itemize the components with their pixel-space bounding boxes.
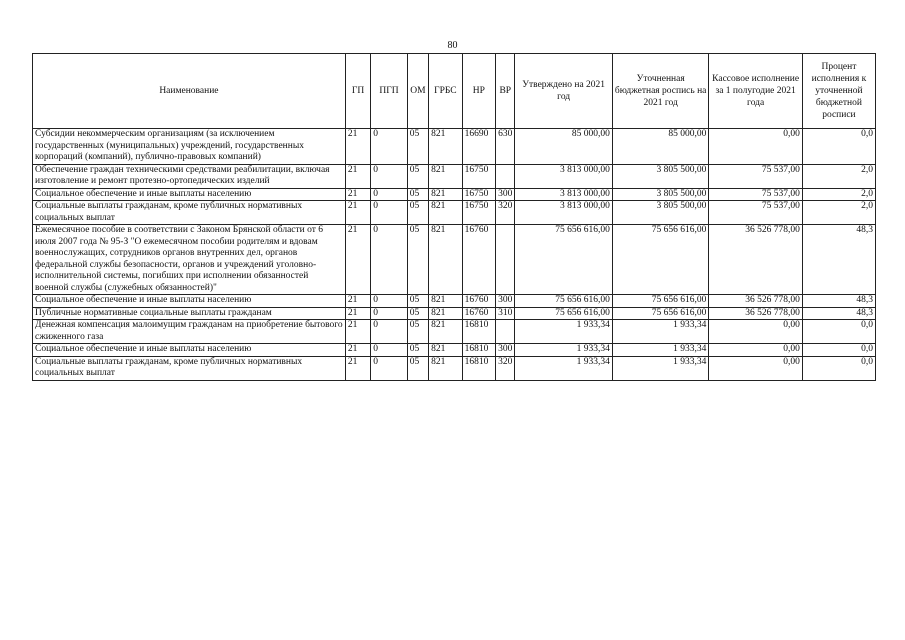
header-percent: Процент исполнения к уточненной бюджетной росписи [802,54,875,129]
cell-om: 05 [407,307,428,320]
cell-gp: 21 [345,344,370,357]
cell-cash: 75 537,00 [709,164,802,188]
cell-gp: 21 [345,188,370,201]
cell-gp: 21 [345,307,370,320]
header-revised: Уточненная бюджетная роспись на 2021 год [612,54,708,129]
cell-vr: 310 [496,307,515,320]
cell-percent: 2,0 [802,164,875,188]
cell-pgp: 0 [371,320,408,344]
cell-percent: 2,0 [802,188,875,201]
cell-name: Социальное обеспечение и иные выплаты населению [33,344,346,357]
cell-vr: 300 [496,188,515,201]
table-row [33,344,876,357]
cell-vr: 630 [496,129,515,165]
cell-percent: 0,0 [802,129,875,165]
cell-percent: 0,0 [802,320,875,344]
cell-pgp: 0 [371,307,408,320]
cell-vr: 300 [496,344,515,357]
cell-grbs: 821 [429,295,463,308]
cell-cash: 0,00 [709,129,802,165]
cell-cash: 36 526 778,00 [709,225,802,295]
cell-revised: 85 000,00 [612,129,708,165]
cell-nr: 16810 [462,356,496,380]
cell-nr: 16810 [462,344,496,357]
cell-approved: 75 656 616,00 [515,295,613,308]
cell-om: 05 [407,164,428,188]
page-number: 80 [447,40,458,51]
cell-name: Социальное обеспечение и иные выплаты населению [33,188,346,201]
cell-om: 05 [407,320,428,344]
table-row [33,188,876,201]
header-approved: Утверждено на 2021 год [515,54,613,129]
cell-pgp: 0 [371,356,408,380]
cell-grbs: 821 [429,201,463,225]
cell-pgp: 0 [371,201,408,225]
cell-pgp: 0 [371,344,408,357]
cell-om: 05 [407,225,428,295]
cell-revised: 3 805 500,00 [612,201,708,225]
cell-gp: 21 [345,320,370,344]
cell-vr [496,320,515,344]
cell-approved: 75 656 616,00 [515,307,613,320]
cell-percent: 0,0 [802,344,875,357]
cell-grbs: 821 [429,356,463,380]
cell-approved: 1 933,34 [515,356,613,380]
cell-grbs: 821 [429,129,463,165]
cell-approved: 75 656 616,00 [515,225,613,295]
cell-vr: 320 [496,201,515,225]
cell-pgp: 0 [371,225,408,295]
cell-om: 05 [407,129,428,165]
cell-nr: 16760 [462,307,496,320]
cell-name: Социальные выплаты гражданам, кроме публичных нормативных социальных выплат [33,201,346,225]
cell-revised: 3 805 500,00 [612,188,708,201]
header-row [33,54,876,129]
cell-gp: 21 [345,201,370,225]
table-row [33,129,876,165]
cell-grbs: 821 [429,188,463,201]
cell-revised: 75 656 616,00 [612,307,708,320]
cell-revised: 1 933,34 [612,320,708,344]
cell-gp: 21 [345,225,370,295]
cell-name: Социальные выплаты гражданам, кроме публичных нормативных социальных выплат [33,356,346,380]
cell-pgp: 0 [371,164,408,188]
cell-cash: 75 537,00 [709,188,802,201]
cell-nr: 16760 [462,295,496,308]
cell-grbs: 821 [429,307,463,320]
cell-percent: 48,3 [802,295,875,308]
cell-om: 05 [407,201,428,225]
table-row [33,307,876,320]
cell-cash: 36 526 778,00 [709,307,802,320]
cell-gp: 21 [345,295,370,308]
cell-om: 05 [407,295,428,308]
cell-grbs: 821 [429,320,463,344]
cell-name: Денежная компенсация малоимущим гражданам на приобретение бытового сжиженного газа [33,320,346,344]
header-cash: Кассовое исполнение за 1 полугодие 2021 года [709,54,802,129]
cell-vr [496,164,515,188]
header-gp: ГП [345,54,370,129]
cell-grbs: 821 [429,225,463,295]
table-row [33,356,876,380]
cell-approved: 1 933,34 [515,344,613,357]
table-body [33,129,876,381]
cell-cash: 0,00 [709,344,802,357]
cell-approved: 85 000,00 [515,129,613,165]
cell-percent: 0,0 [802,356,875,380]
cell-pgp: 0 [371,129,408,165]
cell-approved: 1 933,34 [515,320,613,344]
cell-revised: 75 656 616,00 [612,225,708,295]
header-om: ОМ [407,54,428,129]
cell-nr: 16750 [462,188,496,201]
cell-pgp: 0 [371,188,408,201]
cell-percent: 48,3 [802,225,875,295]
cell-name: Субсидии некоммерческим организациям (за исключением государственных (муниципальных) учреждений, государственных корпораций (компаний), публично-правовых компаний) [33,129,346,165]
header-pgp: ПГП [371,54,408,129]
cell-grbs: 821 [429,164,463,188]
cell-pgp: 0 [371,295,408,308]
cell-cash: 0,00 [709,320,802,344]
cell-name: Обеспечение граждан техническими средствами реабилитации, включая изготовление и ремонт протезно-ортопедических изделий [33,164,346,188]
cell-name: Социальное обеспечение и иные выплаты населению [33,295,346,308]
cell-cash: 75 537,00 [709,201,802,225]
cell-nr: 16750 [462,164,496,188]
cell-vr: 320 [496,356,515,380]
header-nr: НР [462,54,496,129]
cell-gp: 21 [345,164,370,188]
table-row [33,164,876,188]
cell-gp: 21 [345,356,370,380]
budget-table [32,53,876,381]
cell-vr: 300 [496,295,515,308]
table-row [33,225,876,295]
cell-revised: 1 933,34 [612,356,708,380]
cell-om: 05 [407,356,428,380]
table-row [33,320,876,344]
header-vr: ВР [496,54,515,129]
cell-approved: 3 813 000,00 [515,164,613,188]
cell-revised: 1 933,34 [612,344,708,357]
cell-nr: 16810 [462,320,496,344]
cell-nr: 16760 [462,225,496,295]
cell-cash: 36 526 778,00 [709,295,802,308]
cell-nr: 16690 [462,129,496,165]
table-row [33,295,876,308]
cell-percent: 48,3 [802,307,875,320]
cell-percent: 2,0 [802,201,875,225]
cell-om: 05 [407,344,428,357]
cell-approved: 3 813 000,00 [515,201,613,225]
cell-revised: 3 805 500,00 [612,164,708,188]
cell-nr: 16750 [462,201,496,225]
cell-vr [496,225,515,295]
cell-name: Ежемесячное пособие в соответствии с Законом Брянской области от 6 июля 2007 года № 95-З "О ежемесячном пособии родителям и вдовам военнослужащих, сотрудников органов внутренних дел, органов федеральной службы безопасности, органов и учреждений уголовно-исполнительной системы, погибших при исполнении обязанностей военной службы (служебных обязанностей)" [33,225,346,295]
cell-revised: 75 656 616,00 [612,295,708,308]
cell-cash: 0,00 [709,356,802,380]
cell-gp: 21 [345,129,370,165]
cell-om: 05 [407,188,428,201]
cell-grbs: 821 [429,344,463,357]
cell-name: Публичные нормативные социальные выплаты гражданам [33,307,346,320]
header-name: Наименование [33,54,346,129]
header-grbs: ГРБС [429,54,463,129]
table-row [33,201,876,225]
cell-approved: 3 813 000,00 [515,188,613,201]
